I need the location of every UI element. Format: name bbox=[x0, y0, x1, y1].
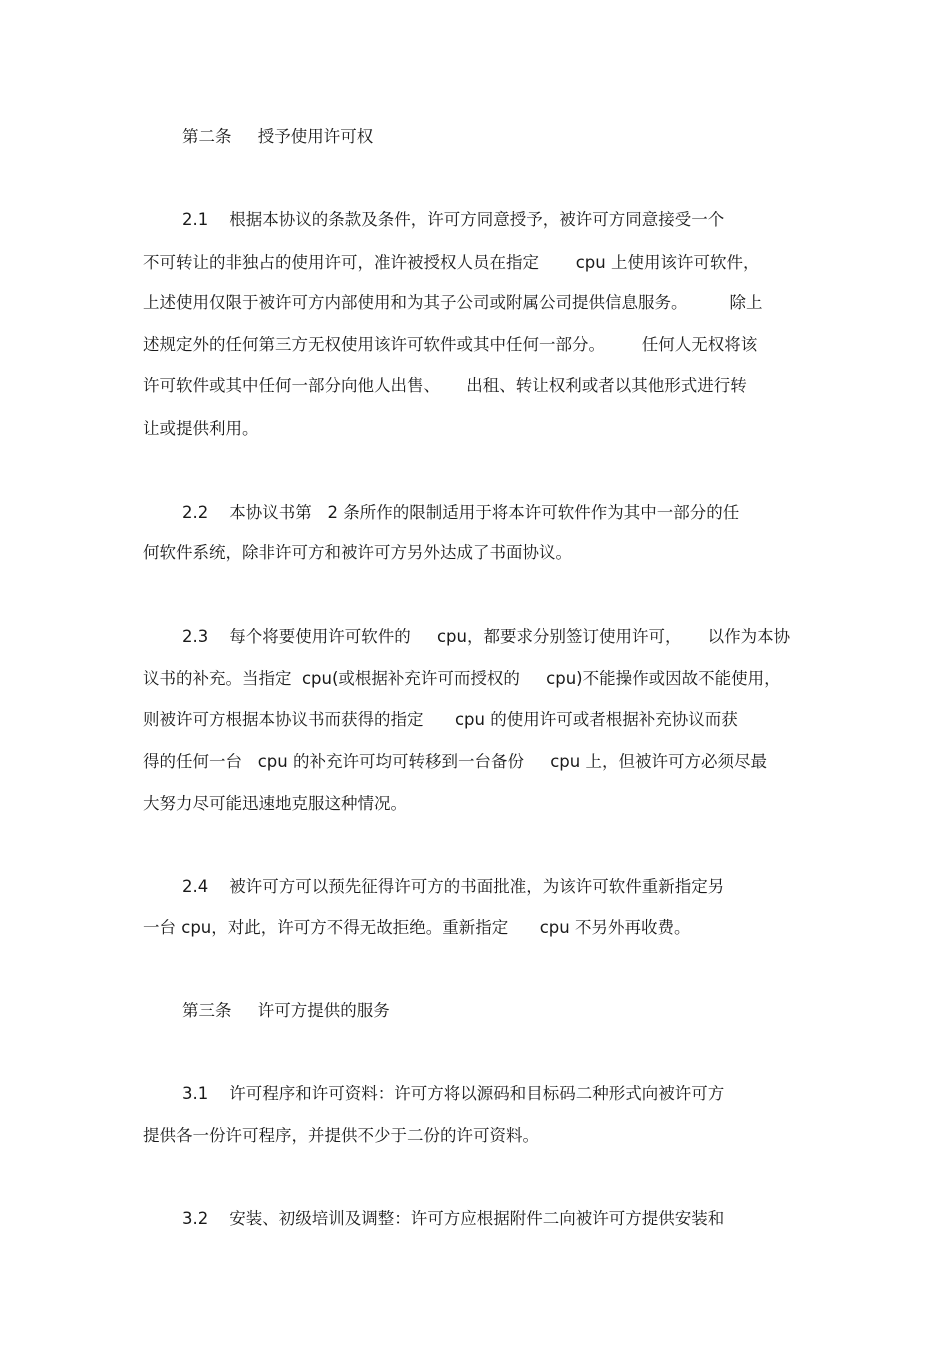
para-2-4-line-1: 2.4 被许可方可以预先征得许可方的书面批准，为该许可软件重新指定另 bbox=[182, 877, 725, 896]
para-3-2-line-1: 3.2 安装、初级培训及调整：许可方应根据附件二向被许可方提供安装和 bbox=[182, 1209, 725, 1228]
para-3-1-line-2: 提供各一份许可程序，并提供不少于二份的许可资料。 bbox=[143, 1126, 539, 1145]
para-3-1-line-1: 3.1 许可程序和许可资料：许可方将以源码和目标码二种形式向被许可方 bbox=[182, 1084, 725, 1103]
article-3-heading: 第三条 许可方提供的服务 bbox=[182, 1001, 390, 1020]
para-2-1-line-5: 许可软件或其中任何一部分向他人出售、 出租、转让权利或者以其他形式进行转 bbox=[143, 376, 747, 395]
para-2-4-line-2: 一台 cpu，对此，许可方不得无故拒绝。重新指定 cpu 不另外再收费。 bbox=[143, 918, 691, 937]
para-2-1-line-2: 不可转让的非独占的使用许可，准许被授权人员在指定 cpu 上使用该许可软件， bbox=[143, 253, 760, 272]
para-2-1-line-1: 2.1 根据本协议的条款及条件，许可方同意授予，被许可方同意接受一个 bbox=[182, 210, 725, 229]
para-2-1-line-6: 让或提供利用。 bbox=[143, 419, 259, 438]
para-2-3-line-3: 则被许可方根据本协议书而获得的指定 cpu 的使用许可或者根据补充协议而获 bbox=[143, 710, 738, 729]
para-2-3-line-1: 2.3 每个将要使用许可软件的 cpu，都要求分别签订使用许可， 以作为本协 bbox=[182, 627, 791, 646]
para-2-2-line-2: 何软件系统，除非许可方和被许可方另外达成了书面协议。 bbox=[143, 543, 572, 562]
para-2-2-line-1: 2.2 本协议书第 2 条所作的限制适用于将本许可软件作为其中一部分的任 bbox=[182, 503, 740, 522]
para-2-1-line-4: 述规定外的任何第三方无权使用该许可软件或其中任何一部分。 任何人无权将该 bbox=[143, 335, 758, 354]
article-2-heading: 第二条 授予使用许可权 bbox=[182, 127, 374, 146]
para-2-1-line-3: 上述使用仅限于被许可方内部使用和为其子公司或附属公司提供信息服务。 除上 bbox=[143, 293, 763, 312]
para-2-3-line-2: 议书的补充。当指定 cpu(或根据补充许可而授权的 cpu)不能操作或因故不能使用， bbox=[143, 669, 781, 688]
para-2-3-line-4: 得的任何一台 cpu 的补充许可均可转移到一台备份 cpu 上，但被许可方必须尽最 bbox=[143, 752, 767, 771]
para-2-3-line-5: 大努力尽可能迅速地克服这种情况。 bbox=[143, 794, 407, 813]
